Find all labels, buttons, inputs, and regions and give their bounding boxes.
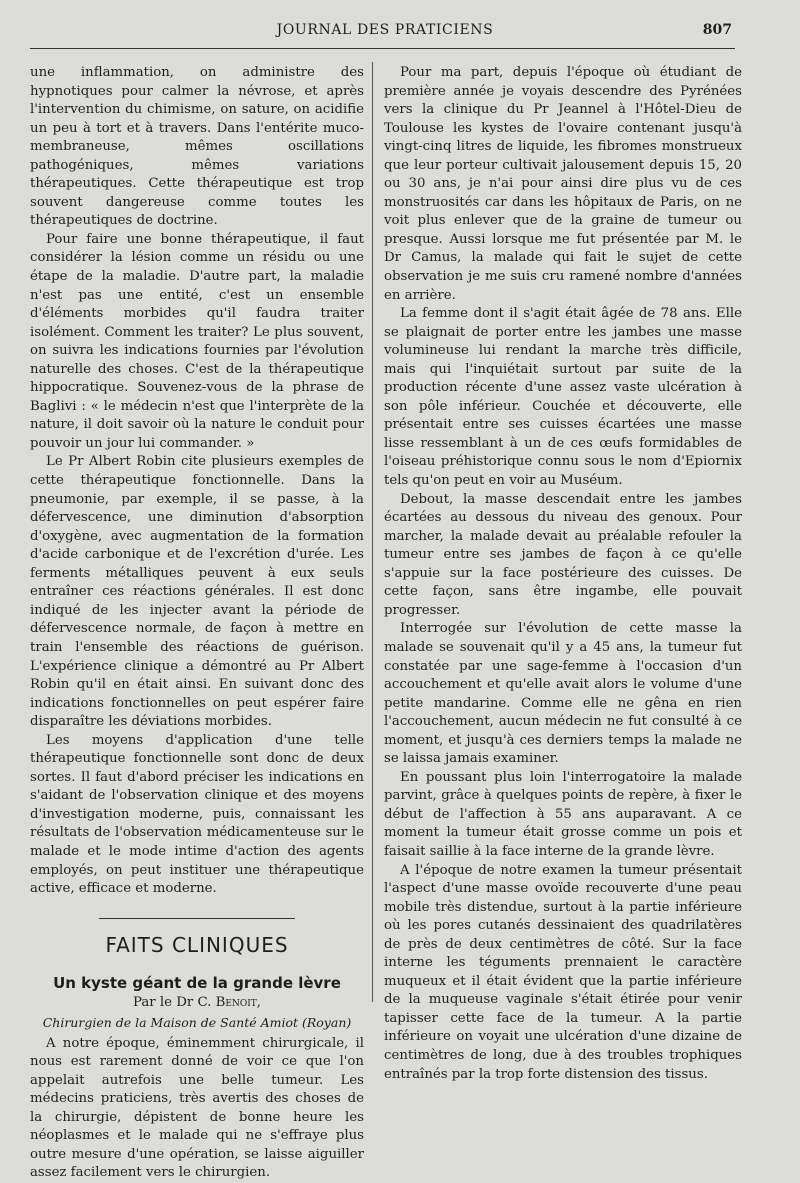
paragraph: A notre époque, éminemment chirurgicale, il nous est rarement donné de voir ce que l'on appelait autrefois une belle tumeur. Les médecins praticiens, très avertis des choses de la chirurgie, dépistent de bonne heure les néoplasmes et le malade qui ne s'effraye plus outre mesure d'une opération, se laisse aiguiller assez facilement vers le chirurgien. [30,1035,364,1181]
author-affiliation: Chirurgien de la Maison de Santé Amiot (Royan) [42,1014,352,1030]
paragraph: A l'époque de notre examen la tumeur présentait l'aspect d'une masse ovoïde recouverte d'une peau mobile très distendue, surtout à la partie inférieure où les pores cutanés dessinaient des quadrilatères de près de deux centimètres de côté. Sur la face interne les téguments prennaient le caractère muqueux et il était évident que la partie inférieure de la muqueuse vaginale s'était étirée pour venir tapisser cette face de la tumeur. A la partie inférieure on voyait une ulcération d'une dizaine de centimètres de long, due à des troubles trophiques entraînés par la trop forte distension des tissus. [384,862,742,1082]
paragraph: Pour faire une bonne thérapeutique, il faut considérer la lésion comme un résidu ou une étape de la maladie. D'autre part, la maladie n'est pas une entité, c'est un ensemble d'éléments morbides qu'il faudra traiter isolément. Comment les traiter? Le plus souvent, on suivra les indications fournies par l'évolution naturelle des choses. C'est de la thérapeutique hippocratique. Souvenez-vous de la phrase de Baglivi : « le médecin n'est que l'interprète de la nature, il doit savoir où la nature le conduit pour pouvoir un jour lui commander. » [30,231,364,451]
left-column [30,64,364,1181]
running-title: JOURNAL DES PRATICIENS [276,22,494,38]
paragraph: Les moyens d'application d'une telle thérapeutique fonctionnelle sont donc de deux sortes. Il faut d'abord préciser les indications en s'aidant de l'observation clinique et des moyens d'investigation moderne, puis, connaissant les résultats de l'observation médicamenteuse sur le malade et le mode intime d'action des agents employés, on peut instituer une thérapeutique active, efficace et moderne. [30,732,364,897]
author-name: Benoit, [215,994,261,1010]
paragraph: Debout, la masse descendait entre les jambes écartées au dessous du niveau des genoux. Pour marcher, la malade devait au préalable refouler la tumeur entre ses jambes de façon à ce qu'elle s'appuie sur la face postérieure des cuisses. De cette façon, sans être ingambe, elle pouvait progresser. [384,491,742,618]
article-title: Un kyste géant de la grande lèvre [53,973,341,992]
article-author [30,993,364,1013]
page-header [30,20,740,44]
column-divider [372,62,373,1002]
paragraph: En poussant plus loin l'interrogatoire la malade parvint, grâce à quelques points de repère, à fixer le début de l'affection à 55 ans auparavant. A ce moment la tumeur était grosse comme un pois et faisait saillie à la face interne de la grande lèvre. [384,769,742,859]
paragraph: une inflammation, on administre des hypnotiques pour calmer la névrose, et après l'intervention du chimisme, on sature, on acidifie un peu à tort et à travers. Dans l'entérite muco-membraneuse, mêmes oscillations pathogéniques, mêmes variations thérapeutiques. Cette thérapeutique est trop souvent dangereuse comme toutes les thérapeutiques de doctrine. [30,65,364,229]
author-prefix: Par le Dr C. [133,994,216,1010]
paragraph: Pour ma part, depuis l'époque où étudiant de première année je voyais descendre des Pyrénées vers la clinique du Pr Jeannel à l'Hôtel-Dieu de Toulouse les kystes de l'ovaire contenant jusqu'à vingt-cinq litres de liquide, les fibromes monstrueux que leur porteur cultivait jalousement depuis 15, 20 ou 30 ans, je n'ai pour ainsi dire plus vu de ces monstruosités car dans les hôpitaux de Paris, on ne voit plus enlever que de la graine de tumeur ou presque. Aussi lorsque me fut présentée par M. le Dr Camus, la malade qui fait le sujet de cette observation je me suis cru ramené nombre d'années en arrière. [384,65,742,303]
paragraph: La femme dont il s'agit était âgée de 78 ans. Elle se plaignait de porter entre les jambes une masse volumineuse lui rendant la marche très difficile, mais qui l'inquiétait surtout par suite de la production récente d'une assez vaste ulcération à son pôle inférieur. Couchée et découverte, elle présentait entre ses cuisses écartées une masse lisse ressemblant à un de ces œufs formidables de l'oiseau préhistorique connu sous le nom d'Epiornix tels qu'on peut en voir au Muséum. [384,306,742,489]
paragraph: Le Pr Albert Robin cite plusieurs exemples de cette thérapeutique fonctionnelle. Dans la pneumonie, par exemple, il se passe, à la défervescence, une diminution d'absorption d'oxygène, avec augmentation de la formation d'acide carbonique et de l'excrétion d'urée. Les ferments métalliques peuvent à eux seuls entraîner ces réactions générales. Il est donc indiqué de les injecter avant la période de défervescence normale, de façon à mettre en train l'ensemble des réactions de guérison. L'expérience clinique a démontré au Pr Albert Robin qu'il en était ainsi. En suivant donc des indications fonctionnelles on peut espérer faire disparaître les déviations morbides. [30,454,364,730]
header-rule [30,48,735,49]
section-title: FAITS CLINIQUES [105,932,289,957]
section-rule [99,918,295,919]
page-number: 807 [702,22,732,38]
right-column [384,64,742,1082]
paragraph: Interrogée sur l'évolution de cette masse la malade se souvenait qu'il y a 45 ans, la tumeur fut constatée par une sage-femme à l'occasion d'un accouchement et qu'elle avait alors le volume d'une petite mandarine. Comme elle ne gêna en rien l'accouchement, aucun médecin ne fut consulté à ce moment, et jusqu'à ces derniers temps la malade ne se laissa jamais examiner. [384,621,742,767]
